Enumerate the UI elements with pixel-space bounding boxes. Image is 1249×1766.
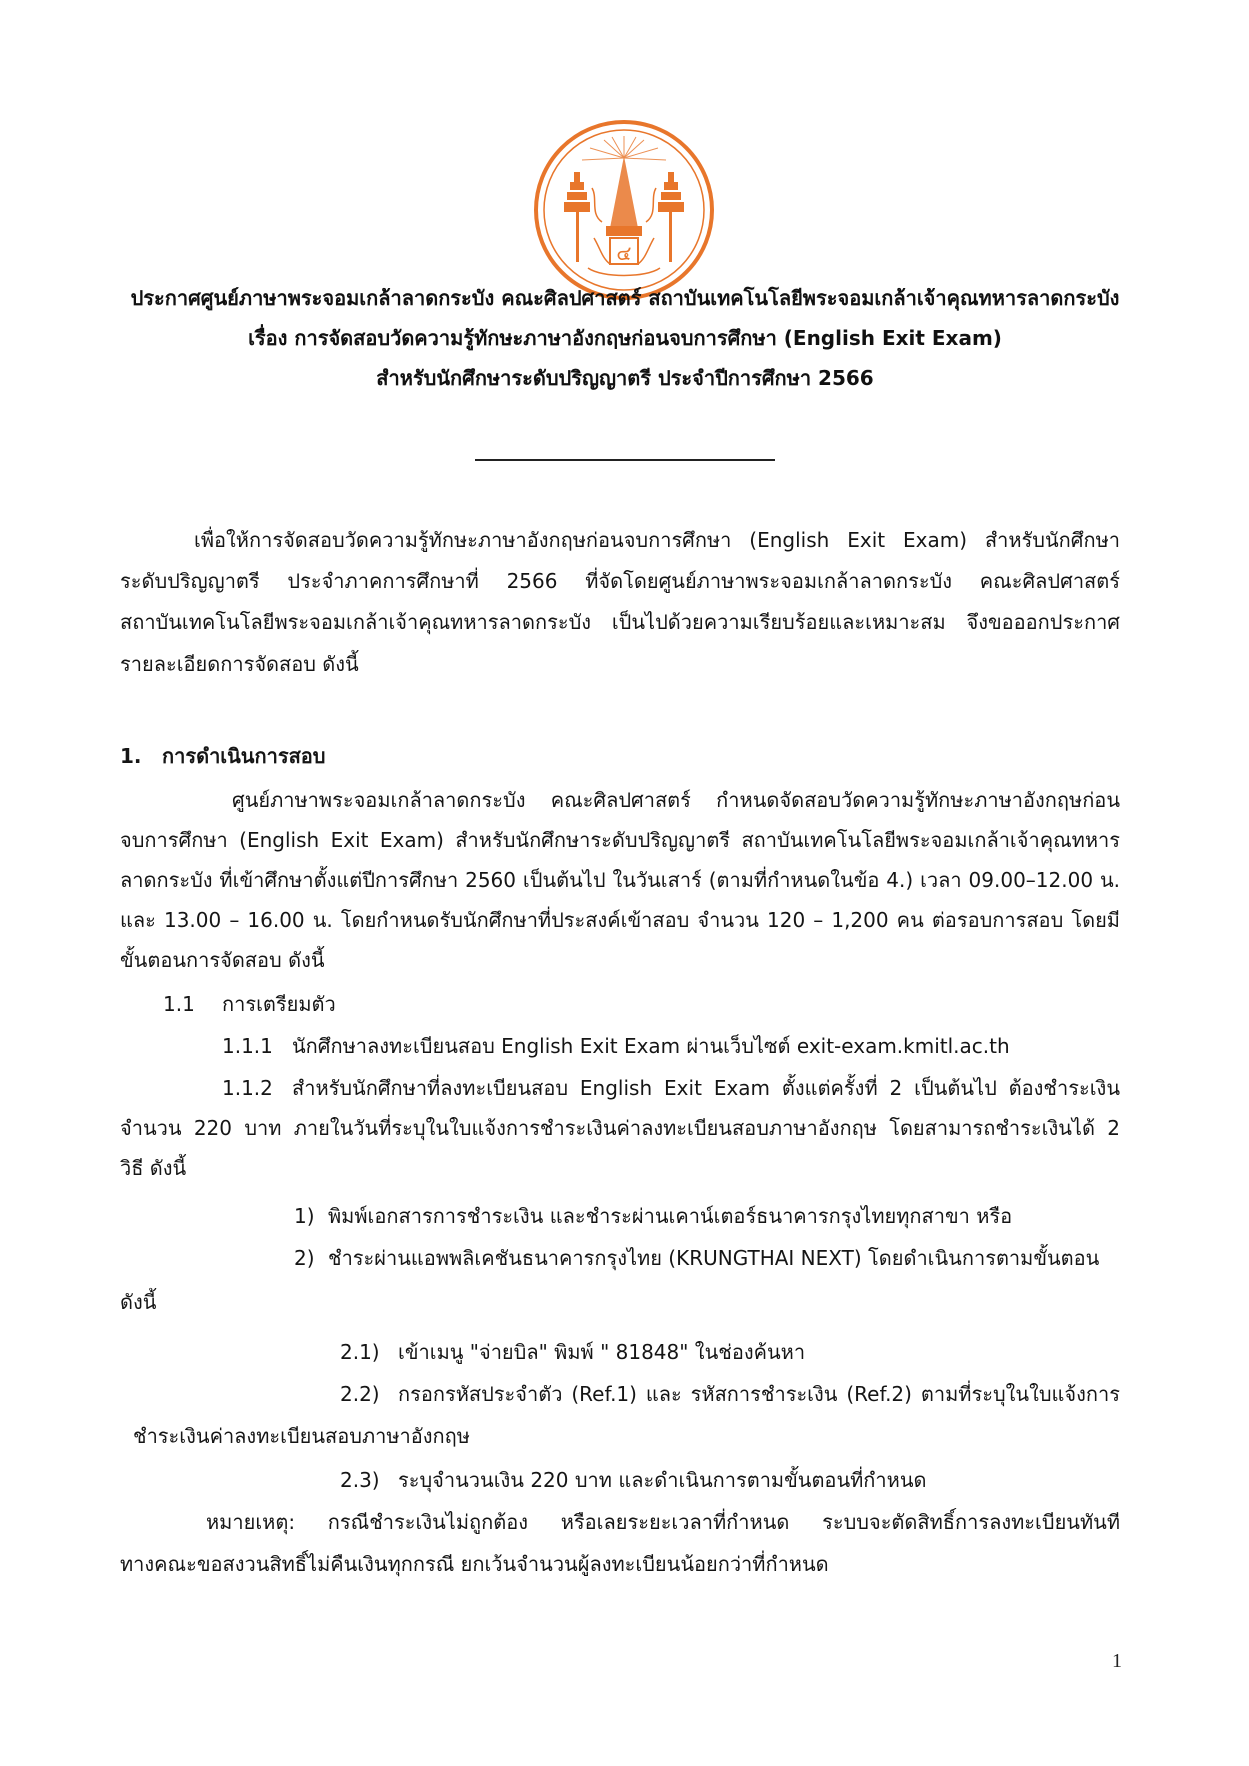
step-2-2-text: กรอกรหัสประจำตัว (Ref.1) และ รหัสการชำระเงิน (Ref.2) ตามที่ระบุในใบแจ้งการ — [398, 1382, 1120, 1406]
step-2-1-number: 2.1) — [340, 1340, 380, 1364]
note-line-1: หมายเหตุ: กรณีชำระเงินไม่ถูกต้อง หรือเลยระยะเวลาที่กำหนด ระบบจะตัดสิทธิ์การลงทะเบียนทันที — [206, 1510, 1120, 1534]
subsection-1-1-number: 1.1 — [163, 992, 195, 1016]
intro-line-3: สถาบันเทคโนโลยีพระจอมเกล้าเจ้าคุณทหารลาดกระบัง เป็นไปด้วยความเรียบร้อยและเหมาะสม จึงขอออกประกาศ — [120, 610, 1120, 634]
section-1-heading: การดำเนินการสอบ — [162, 744, 326, 768]
note-line-2: ทางคณะขอสงวนสิทธิ์ไม่คืนเงินทุกกรณี ยกเว้นจำนวนผู้ลงทะเบียนน้อยกว่าที่กำหนด — [120, 1552, 829, 1576]
step-2-1-text: เข้าเมนู "จ่ายบิล" พิมพ์ " 81848" ในช่องค้นหา — [398, 1340, 806, 1364]
method-1-text: พิมพ์เอกสารการชำระเงิน และชำระผ่านเคาน์เตอร์ธนาคารกรุงไทยทุกสาขา หรือ — [328, 1204, 1013, 1228]
item-1-1-2-line-2: จำนวน 220 บาท ภายในวันที่ระบุในใบแจ้งการชำระเงินค่าลงทะเบียนสอบภาษาอังกฤษ โดยสามารถชำระเงินได้ 2 — [120, 1116, 1120, 1140]
intro-line-1: เพื่อให้การจัดสอบวัดความรู้ทักษะภาษาอังกฤษก่อนจบการศึกษา (English Exit Exam) สำหรับนักศึกษา — [194, 528, 1120, 552]
intro-line-2: ระดับปริญญาตรี ประจำภาคการศึกษาที่ 2566 ที่จัดโดยศูนย์ภาษาพระจอมเกล้าลาดกระบัง คณะศิลปศาสตร์ — [120, 569, 1120, 593]
university-seal-logo — [532, 118, 716, 302]
item-1-1-2-line-1: สำหรับนักศึกษาที่ลงทะเบียนสอบ English Exit Exam ตั้งแต่ครั้งที่ 2 เป็นต้นไป ต้องชำระเงิน — [292, 1076, 1120, 1100]
subsection-1-1-label: การเตรียมตัว — [222, 992, 336, 1016]
item-1-1-2-line-3: วิธี ดังนี้ — [120, 1156, 187, 1180]
step-2-2-number: 2.2) — [340, 1382, 380, 1406]
title-line-3: สำหรับนักศึกษาระดับปริญญาตรี ประจำปีการศึกษา 2566 — [376, 366, 874, 390]
page-number: 1 — [1112, 1650, 1122, 1672]
item-1-1-1-text: นักศึกษาลงทะเบียนสอบ English Exit Exam ผ่านเว็บไซต์ exit-exam.kmitl.ac.th — [292, 1034, 1010, 1058]
method-2-continuation: ดังนี้ — [120, 1290, 157, 1314]
method-2-text: ชำระผ่านแอพพลิเคชันธนาคารกรุงไทย (KRUNGTHAI NEXT) โดยดำเนินการตามขั้นตอน — [328, 1246, 1100, 1270]
item-1-1-1-number: 1.1.1 — [222, 1034, 273, 1058]
intro-line-4: รายละเอียดการจัดสอบ ดังนี้ — [120, 652, 359, 676]
method-1-number: 1) — [294, 1204, 315, 1228]
section-1-para-line-5: ขั้นตอนการจัดสอบ ดังนี้ — [120, 948, 325, 972]
announcement-title — [100, 278, 1150, 398]
section-1-number: 1. — [120, 744, 142, 768]
item-1-1-2-number: 1.1.2 — [222, 1076, 273, 1100]
section-1-para-line-2: จบการศึกษา (English Exit Exam) สำหรับนักศึกษาระดับปริญญาตรี สถาบันเทคโนโลยีพระจอมเกล้าเจ้าคุณทหาร — [120, 828, 1120, 852]
step-2-3-text: ระบุจำนวนเงิน 220 บาท และดำเนินการตามขั้นตอนที่กำหนด — [398, 1468, 927, 1492]
svg-text:๔: ๔ — [616, 241, 632, 265]
method-2-number: 2) — [294, 1246, 315, 1270]
section-1-para-line-3: ลาดกระบัง ที่เข้าศึกษาตั้งแต่ปีการศึกษา 2560 เป็นต้นไป ในวันเสาร์ (ตามที่กำหนดในข้อ 4.) เวลา 09.00–12.00 น. — [120, 868, 1120, 892]
section-1-para-line-4: และ 13.00 – 16.00 น. โดยกำหนดรับนักศึกษาที่ประสงค์เข้าสอบ จำนวน 120 – 1,200 คน ต่อรอบการสอบ โดยมี — [120, 908, 1120, 932]
step-2-2-continuation: ชำระเงินค่าลงทะเบียนสอบภาษาอังกฤษ — [133, 1424, 470, 1448]
title-line-1: ประกาศศูนย์ภาษาพระจอมเกล้าลาดกระบัง คณะศิลปศาสตร์ สถาบันเทคโนโลยีพระจอมเกล้าเจ้าคุณทหารลาดกระบัง — [130, 286, 1120, 310]
title-divider — [475, 459, 775, 461]
seal-icon — [532, 118, 716, 302]
step-2-3-number: 2.3) — [340, 1468, 380, 1492]
section-1-para-line-1: ศูนย์ภาษาพระจอมเกล้าลาดกระบัง คณะศิลปศาสตร์ กำหนดจัดสอบวัดความรู้ทักษะภาษาอังกฤษก่อน — [232, 788, 1120, 812]
title-line-2: เรื่อง การจัดสอบวัดความรู้ทักษะภาษาอังกฤษก่อนจบการศึกษา (English Exit Exam) — [248, 326, 1002, 350]
